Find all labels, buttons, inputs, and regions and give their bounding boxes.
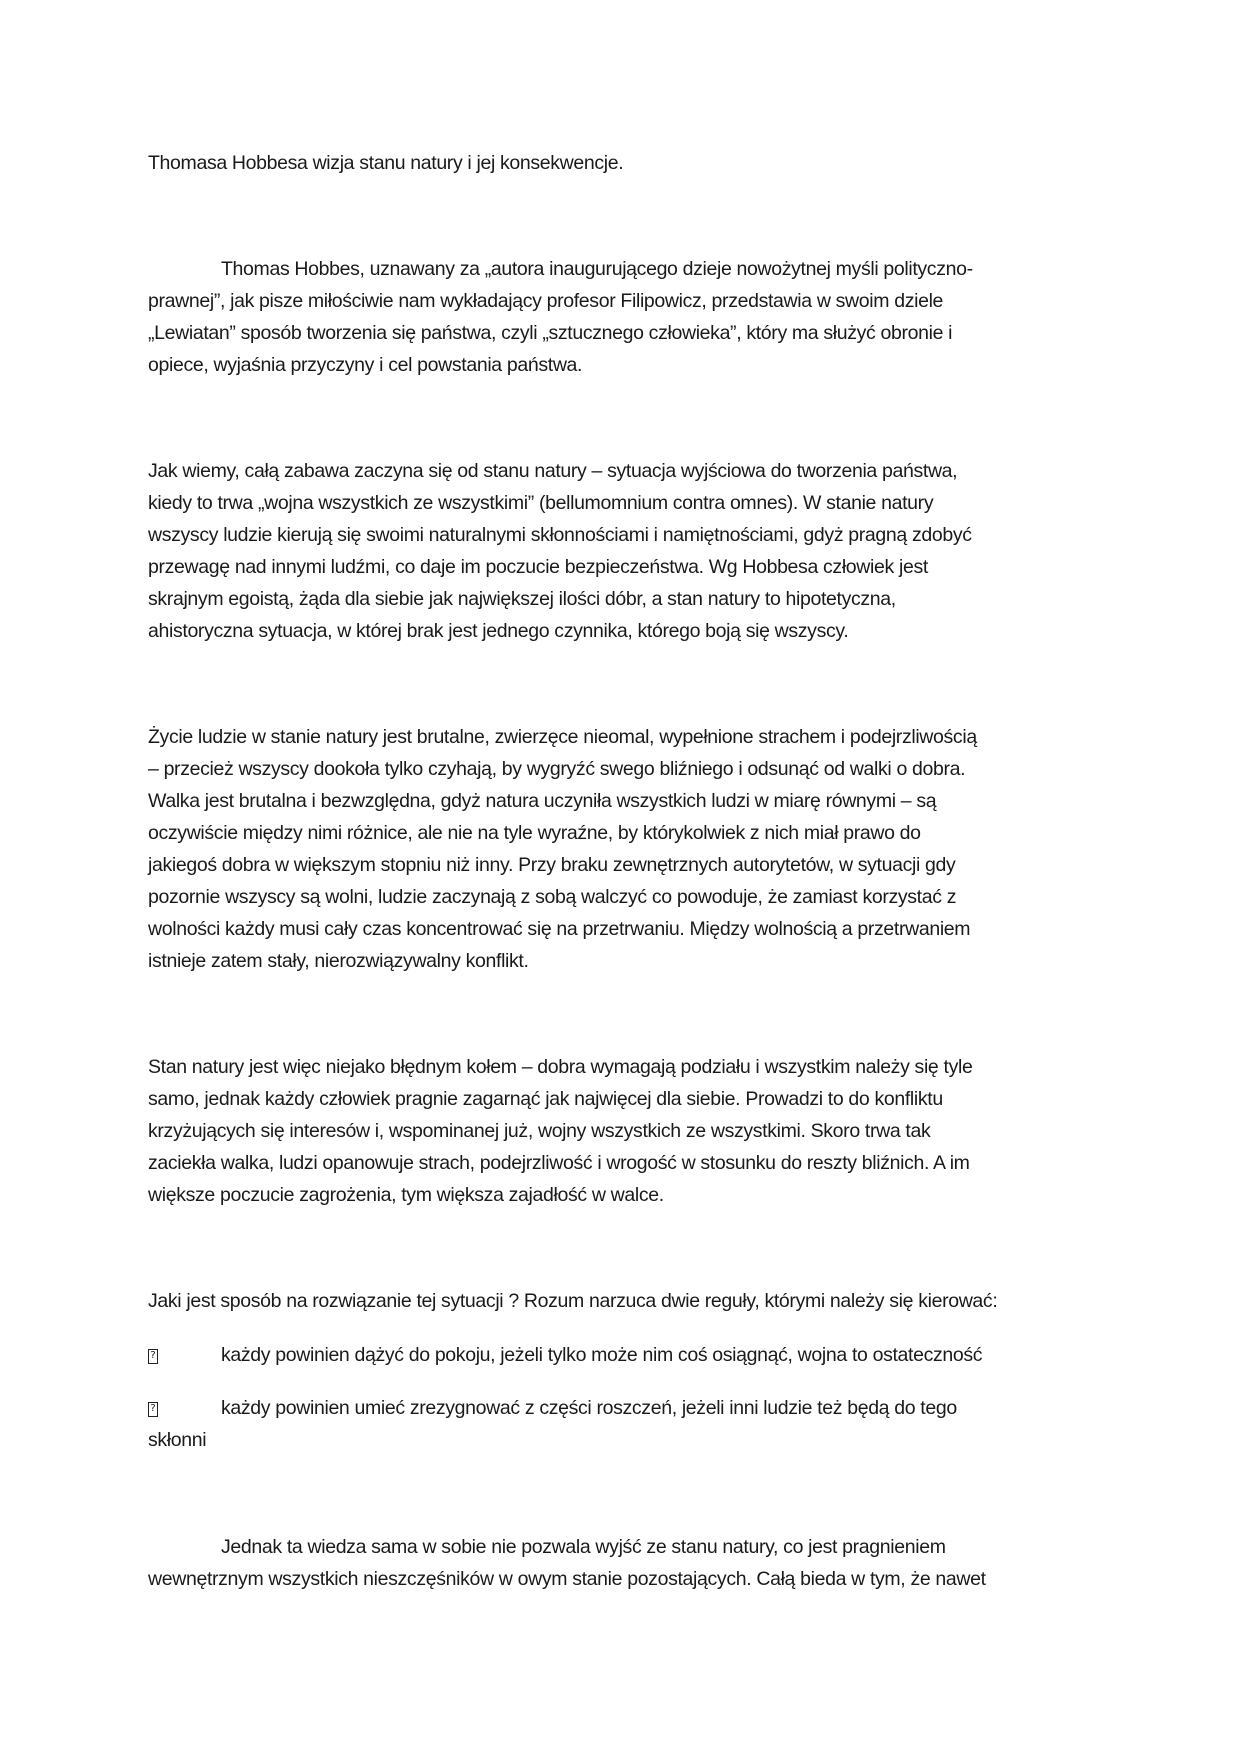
paragraph-3-line-7: wolności każdy musi cały czas koncentrować się na przetrwaniu. Między wolnością a przetrwaniem <box>148 918 971 940</box>
bullet-2-marker-icon: ? <box>148 1402 158 1417</box>
paragraph-2-line-1: Jak wiemy, całą zabawa zaczyna się od stanu natury – sytuacja wyjściowa do tworzenia państwa, <box>148 460 958 482</box>
bullet-2-line-1: każdy powinien umieć zrezygnować z części roszczeń, jeżeli inni ludzie też będą do tego <box>221 1397 957 1419</box>
paragraph-3-line-3: Walka jest brutalna i bezwzględna, gdyż natura uczyniła wszystkich ludzi w miarę równymi – są <box>148 790 937 812</box>
paragraph-2-line-2: kiedy to trwa „wojna wszystkich ze wszystkimi” (bellumomnium contra omnes). W stanie natury <box>148 492 934 514</box>
paragraph-2-line-6: ahistoryczna sytuacja, w której brak jest jednego czynnika, którego boją się wszyscy. <box>148 620 849 642</box>
paragraph-4-line-4: zaciekła walka, ludzi opanowuje strach, podejrzliwość i wrogość w stosunku do reszty bliźnich. A im <box>148 1152 970 1174</box>
paragraph-3-line-1: Życie ludzie w stanie natury jest brutalne, zwierzęce nieomal, wypełnione strachem i podejrzliwością <box>148 726 977 748</box>
paragraph-2-line-3: wszyscy ludzie kierują się swoimi naturalnymi skłonnościami i namiętnościami, gdyż pragną zdobyć <box>148 524 972 546</box>
paragraph-4-line-5: większe poczucie zagrożenia, tym większa zajadłość w walce. <box>148 1184 664 1206</box>
paragraph-4-line-1: Stan natury jest więc niejako błędnym kołem – dobra wymagają podziału i wszystkim należy się tyle <box>148 1056 973 1078</box>
paragraph-2-line-5: skrajnym egoistą, żąda dla siebie jak największej ilości dóbr, a stan natury to hipotetyczna, <box>148 588 896 610</box>
bullet-2-line-2: skłonni <box>148 1429 207 1451</box>
paragraph-4-line-2: samo, jednak każdy człowiek pragnie zagarnąć jak najwięcej dla siebie. Prowadzi to do konfliktu <box>148 1088 943 1110</box>
bullet-1-marker-icon: ? <box>148 1349 158 1364</box>
document-title: Thomasa Hobbesa wizja stanu natury i jej konsekwencje. <box>148 152 624 174</box>
paragraph-3-line-6: pozornie wszyscy są wolni, ludzie zaczynają z sobą walczyć co powoduje, że zamiast korzystać z <box>148 886 957 908</box>
paragraph-3-line-2: – przecież wszyscy dookoła tylko czyhają, by wygryźć swego bliźniego i odsunąć od walki o dobra. <box>148 758 966 780</box>
paragraph-1-line-1: Thomas Hobbes, uznawany za „autora inaugurującego dzieje nowożytnej myśli polityczno- <box>221 258 973 280</box>
paragraph-2-line-4: przewagę nad innymi ludźmi, co daje im poczucie bezpieczeństwa. Wg Hobbesa człowiek jest <box>148 556 928 578</box>
closing-line-2: wewnętrznym wszystkich nieszczęśników w owym stanie pozostających. Całą bieda w tym, że nawet <box>148 1568 986 1590</box>
bullet-1-line-1: każdy powinien dążyć do pokoju, jeżeli tylko może nim coś osiągnąć, wojna to ostateczność <box>221 1344 983 1366</box>
paragraph-3-line-4: oczywiście między nimi różnice, ale nie na tyle wyraźne, by którykolwiek z nich miał prawo do <box>148 822 921 844</box>
paragraph-4-line-3: krzyżujących się interesów i, wspominanej już, wojny wszystkich ze wszystkimi. Skoro trwa tak <box>148 1120 931 1142</box>
closing-line-1: Jednak ta wiedza sama w sobie nie pozwala wyjść ze stanu natury, co jest pragnieniem <box>221 1536 946 1558</box>
paragraph-3-line-5: jakiegoś dobra w większym stopniu niż inny. Przy braku zewnętrznych autorytetów, w sytuacji gdy <box>148 854 956 876</box>
paragraph-3-line-8: istnieje zatem stały, nierozwiązywalny konflikt. <box>148 950 529 972</box>
paragraph-5-line-1: Jaki jest sposób na rozwiązanie tej sytuacji ? Rozum narzuca dwie reguły, którymi należy się kierować: <box>148 1290 998 1312</box>
paragraph-1-line-3: „Lewiatan” sposób tworzenia się państwa, czyli „sztucznego człowieka”, który ma służyć obronie i <box>148 322 953 344</box>
paragraph-1-line-2: prawnej”, jak pisze miłościwie nam wykładający profesor Filipowicz, przedstawia w swoim dziele <box>148 290 944 312</box>
paragraph-1-line-4: opiece, wyjaśnia przyczyny i cel powstania państwa. <box>148 354 583 376</box>
